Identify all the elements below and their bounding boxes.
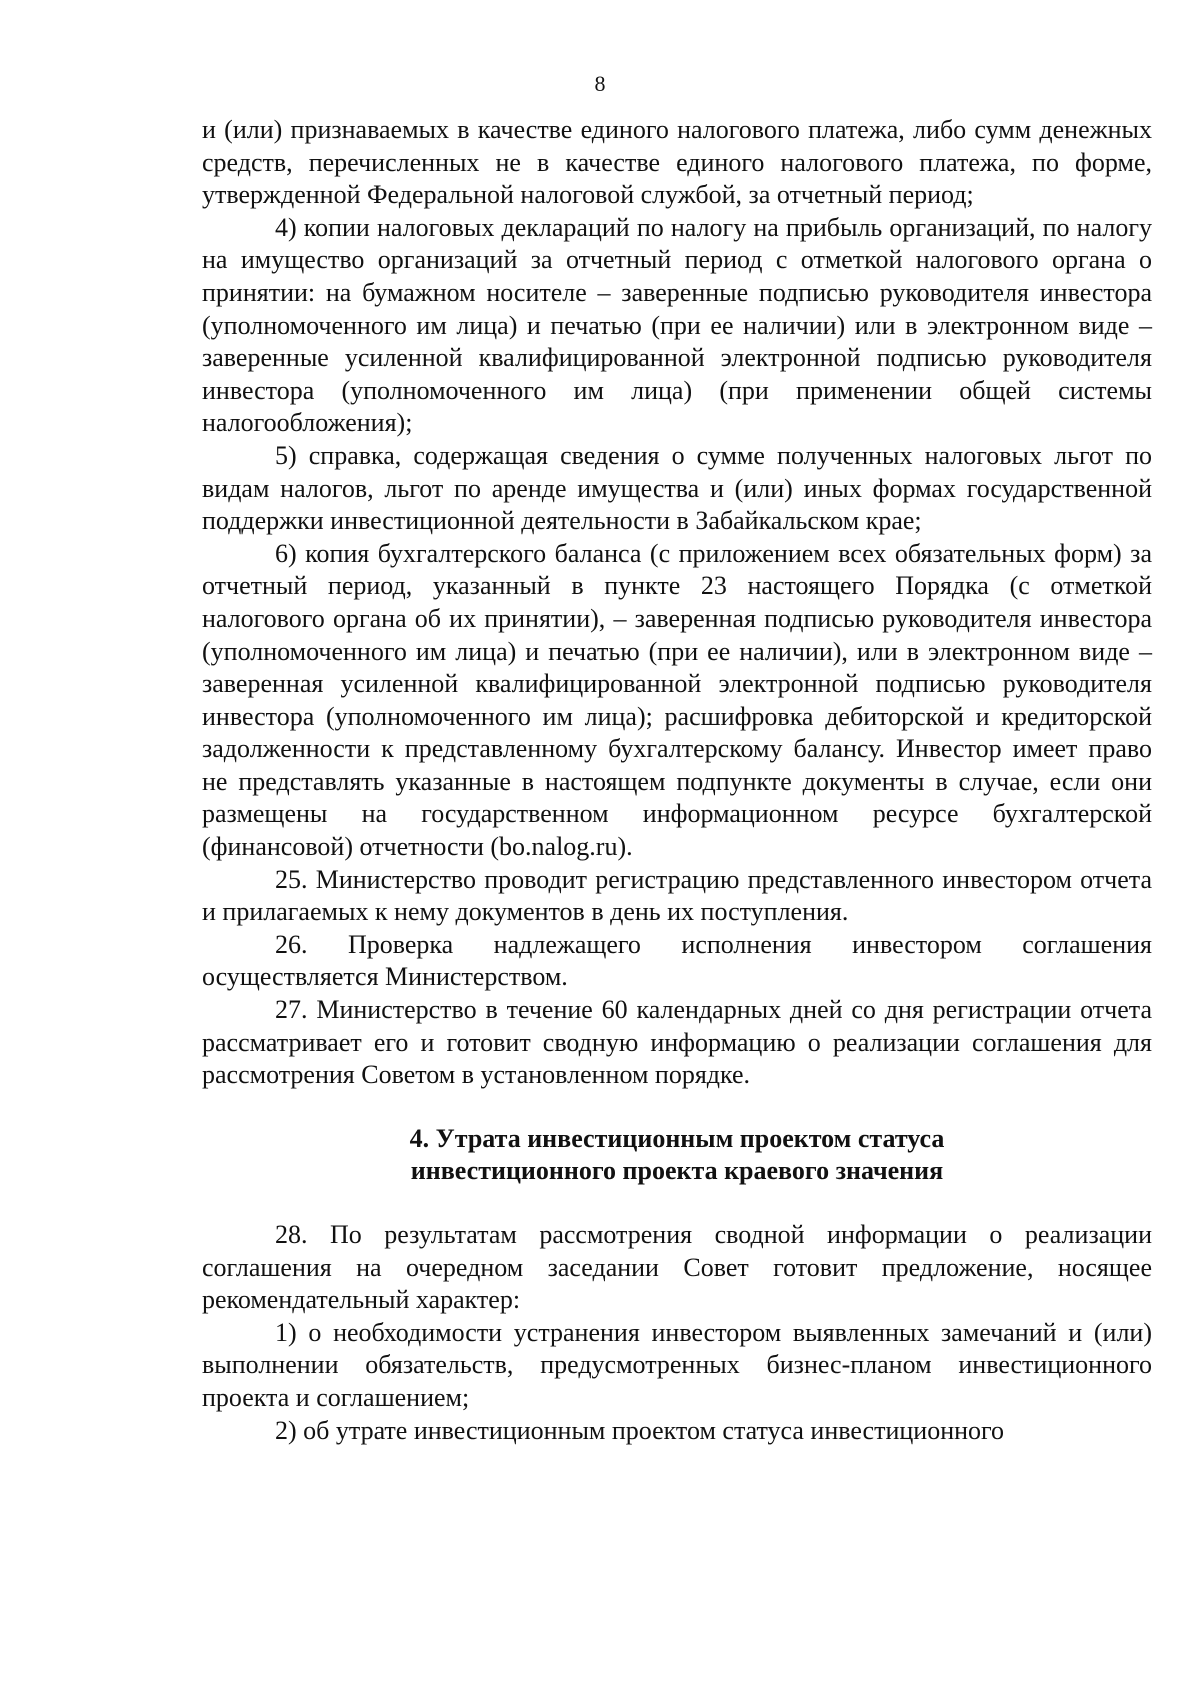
document-body (202, 114, 1152, 1447)
page-number: 8 (594, 71, 606, 96)
paragraph-clause-25: 25. Министерство проводит регистрацию представленного инвестором отчета и прилагаемых к нему документов в день их поступления. (202, 864, 1152, 927)
section-heading-line-2: инвестиционного проекта краевого значения (410, 1156, 944, 1186)
paragraph-clause-27: 27. Министерство в течение 60 календарных дней со дня регистрации отчета рассматривает его и готовит сводную информацию о реализации соглашения для рассмотрения Советом в установленном порядке. (202, 995, 1152, 1090)
paragraph-sub-1: 1) о необходимости устранения инвестором выявленных замечаний и (или) выполнении обязательств, предусмотренных бизнес-планом инвестиционного проекта и соглашением; (202, 1317, 1152, 1412)
section-heading-line-1: 4. Утрата инвестиционным проектом статуса (409, 1123, 945, 1153)
paragraph-item-6: 6) копия бухгалтерского баланса (с приложением всех обязательных форм) за отчетный период, указанный в пункте 23 настоящего Порядка (с отметкой налогового органа об их принятии), – заверенная подписью руководителя инвестора (уполномоченного им лица) и печатью (при ее наличии), или в электронном виде – заверенная усиленной квалифицированной электронной подписью руководителя инвестора (уполномоченного им лица); расшифровка дебиторской и кредиторской задолженности к представленному бухгалтерскому балансу. Инвестор имеет право не представлять указанные в настоящем подпункте документы в случае, если они размещены на государственном информационном ресурсе бухгалтерской (финансовой) отчетности (bo.nalog.ru). (202, 538, 1152, 862)
section-heading (202, 1092, 1152, 1219)
paragraph-continuation: и (или) признаваемых в качестве единого налогового платежа, либо сумм денежных средств, перечисленных не в качестве единого налогового платежа, по форме, утвержденной Федеральной налоговой службой, за отчетный период; (202, 115, 1152, 210)
paragraph-sub-2: 2) об утрате инвестиционным проектом статуса инвестиционного (275, 1415, 1005, 1445)
paragraph-clause-28: 28. По результатам рассмотрения сводной информации о реализации соглашения на очередном заседании Совет готовит предложение, носящее рекомендательный характер: (202, 1220, 1152, 1315)
paragraph-item-4: 4) копии налоговых деклараций по налогу на прибыль организаций, по налогу на имущество организаций за отчетный период с отметкой налогового органа о принятии: на бумажном носителе – заверенные подписью руководителя инвестора (уполномоченного им лица) и печатью (при ее наличии) или в электронном виде – заверенные усиленной квалифицированной электронной подписью руководителя инвестора (уполномоченного им лица) (при применении общей системы налогообложения); (202, 212, 1152, 438)
paragraph-item-5: 5) справка, содержащая сведения о сумме полученных налоговых льгот по видам налогов, льгот по аренде имущества и (или) иных формах государственной поддержки инвестиционной деятельности в Забайкальском крае; (202, 440, 1152, 536)
paragraph-clause-26: 26. Проверка надлежащего исполнения инвестором соглашения осуществляется Министерством. (202, 929, 1152, 992)
